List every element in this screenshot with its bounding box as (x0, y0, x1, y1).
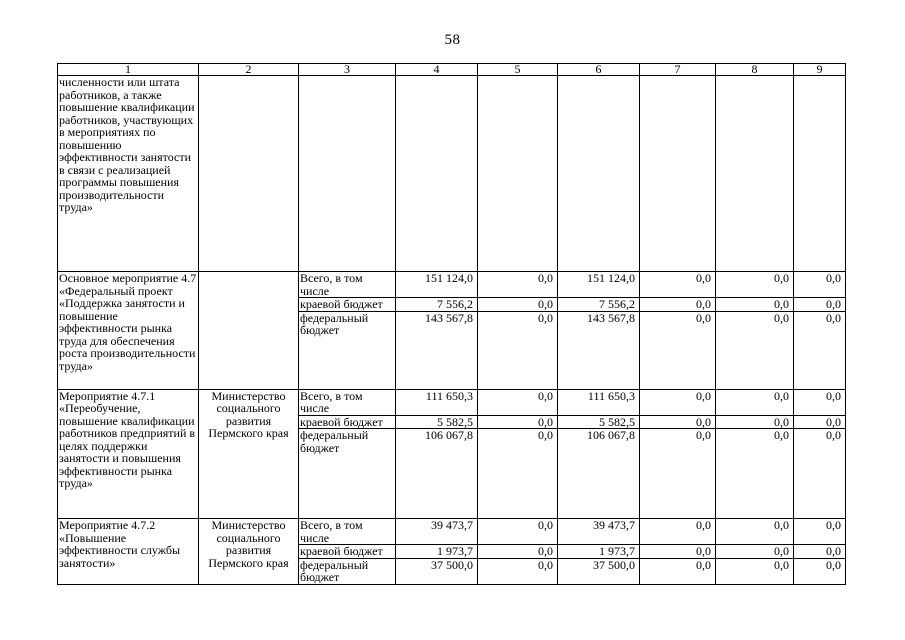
column-header: 8 (716, 64, 794, 76)
value-col-8: 0,0 (716, 298, 794, 312)
value-col-4: 5 582,5 (396, 415, 478, 429)
value-col-5: 0,0 (478, 389, 558, 415)
value-col-4: 39 473,7 (396, 519, 478, 545)
column-number-header-row (58, 64, 846, 76)
executor: Министерство социального развития Пермского края (199, 519, 299, 585)
value-col-5: 0,0 (478, 415, 558, 429)
continuation-row (58, 76, 846, 272)
value-col-5: 0,0 (478, 429, 558, 519)
value-col-8: 0,0 (716, 545, 794, 559)
column-header: 9 (794, 64, 846, 76)
value-col-5: 0,0 (478, 558, 558, 584)
value-col-8: 0,0 (716, 558, 794, 584)
value-col-8: 0,0 (716, 272, 794, 298)
value-col-4: 151 124,0 (396, 272, 478, 298)
value-col-4: 143 567,8 (396, 311, 478, 389)
value-col-9: 0,0 (794, 389, 846, 415)
value-col-5: 0,0 (478, 545, 558, 559)
value-col-6: 39 473,7 (558, 519, 640, 545)
value-col-7: 0,0 (640, 415, 716, 429)
value-col-9: 0,0 (794, 311, 846, 389)
value-col-6: 7 556,2 (558, 298, 640, 312)
value-col-6: 151 124,0 (558, 272, 640, 298)
activity-name: Основное мероприятие 4.7 «Федеральный проект «Поддержка занятости и повышение эффективности рынка труда для обеспечения роста производительности труда» (58, 272, 199, 390)
value-col-9: 0,0 (794, 298, 846, 312)
value-col-5: 0,0 (478, 272, 558, 298)
funding-source: Всего, в том числе (299, 389, 396, 415)
column-header: 2 (199, 64, 299, 76)
value-col-6: 5 582,5 (558, 415, 640, 429)
value-col-9: 0,0 (794, 519, 846, 545)
budget-table (57, 63, 846, 585)
value-col-5: 0,0 (478, 311, 558, 389)
value-col-7: 0,0 (640, 519, 716, 545)
value-col-7: 0,0 (640, 272, 716, 298)
value-col-7: 0,0 (640, 545, 716, 559)
value-col-4: 106 067,8 (396, 429, 478, 519)
value-col-6: 143 567,8 (558, 311, 640, 389)
value-col-4: 7 556,2 (396, 298, 478, 312)
executor (199, 272, 299, 390)
value-col-7: 0,0 (640, 429, 716, 519)
column-header: 4 (396, 64, 478, 76)
value-col-4: 1 973,7 (396, 545, 478, 559)
value-col-9: 0,0 (794, 272, 846, 298)
column-header: 5 (478, 64, 558, 76)
value-col-6: 37 500,0 (558, 558, 640, 584)
executor: Министерство социального развития Пермского края (199, 389, 299, 519)
value-col-7: 0,0 (640, 558, 716, 584)
value-col-6: 1 973,7 (558, 545, 640, 559)
value-col-8: 0,0 (716, 311, 794, 389)
value-col-9: 0,0 (794, 545, 846, 559)
value-col-9: 0,0 (794, 415, 846, 429)
continuation-text: численности или штата работников, а также повышение квалификации работников, участвующих в мероприятиях по повышению эффективности занятости в связи с реализацией программы повышения производительности труда» (58, 76, 199, 272)
value-col-6: 111 650,3 (558, 389, 640, 415)
value-col-8: 0,0 (716, 519, 794, 545)
value-col-8: 0,0 (716, 415, 794, 429)
page-number: 58 (444, 32, 461, 48)
value-col-8: 0,0 (716, 429, 794, 519)
value-col-7: 0,0 (640, 389, 716, 415)
value-col-6: 106 067,8 (558, 429, 640, 519)
funding-source: краевой бюджет (299, 298, 396, 312)
column-header: 6 (558, 64, 640, 76)
funding-source: Всего, в том числе (299, 519, 396, 545)
value-col-7: 0,0 (640, 311, 716, 389)
table-row (58, 519, 846, 545)
funding-source: федеральный бюджет (299, 558, 396, 584)
value-col-4: 37 500,0 (396, 558, 478, 584)
table-row (58, 389, 846, 415)
value-col-4: 111 650,3 (396, 389, 478, 415)
value-col-9: 0,0 (794, 558, 846, 584)
value-col-7: 0,0 (640, 298, 716, 312)
value-col-8: 0,0 (716, 389, 794, 415)
table-row (58, 272, 846, 298)
activity-name: Мероприятие 4.7.1 «Переобучение, повышение квалификации работников предприятий в целях поддержки занятости и повышения эффективности рынка труда» (58, 389, 199, 519)
funding-source: Всего, в том числе (299, 272, 396, 298)
funding-source: краевой бюджет (299, 545, 396, 559)
funding-source: федеральный бюджет (299, 429, 396, 519)
column-header: 1 (58, 64, 199, 76)
funding-source: федеральный бюджет (299, 311, 396, 389)
activity-name: Мероприятие 4.7.2 «Повышение эффективности службы занятости» (58, 519, 199, 585)
funding-source: краевой бюджет (299, 415, 396, 429)
column-header: 3 (299, 64, 396, 76)
value-col-9: 0,0 (794, 429, 846, 519)
column-header: 7 (640, 64, 716, 76)
value-col-5: 0,0 (478, 519, 558, 545)
value-col-5: 0,0 (478, 298, 558, 312)
